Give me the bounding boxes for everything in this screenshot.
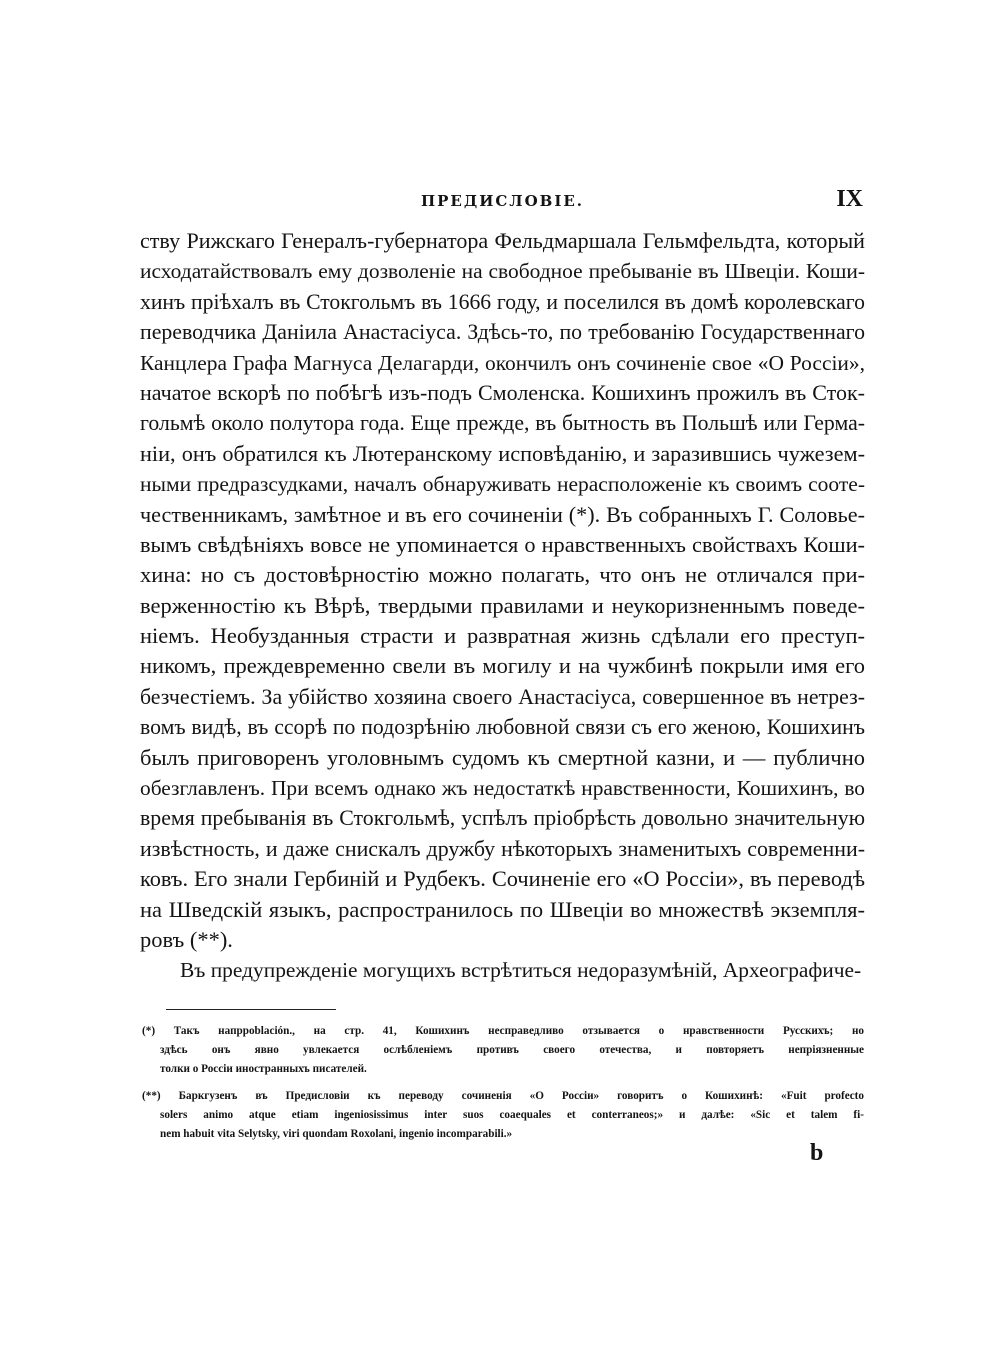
footnote-divider [166, 1009, 336, 1010]
page-number: IX [836, 186, 863, 212]
footnote-1-line: толки о Россіи иностранныхъ писателей. [160, 1063, 367, 1075]
footnote-2-line: solers animo atque etiam ingeniosissimus inter suos coaequales et conterraneos;» и далѣе: «Sic et talem fi- [160, 1109, 864, 1121]
text-line: обезглавленъ. При всемъ однако жъ недостаткѣ нравственности, Кошихинъ, во [140, 776, 865, 801]
footnote-2-line: nem habuit vita Selytsky, viri quondam Roxolani, ingenio incomparabili.» [160, 1128, 513, 1140]
text-line: ніи, онъ обратился къ Лютеранскому исповѣданію, и заразившись чужезем- [140, 440, 865, 466]
main-text [140, 226, 865, 986]
text-line: чественникамъ, замѣтное и въ его сочиненіи (*). Въ собранныхъ Г. Соловье- [140, 501, 865, 527]
text-line: вымъ свѣдѣніяхъ вовсе не упоминается о нравственныхъ свойствахъ Коши- [140, 531, 865, 557]
text-line: ству Рижскаго Генералъ-губернатора Фельдмаршала Гельмфельдта, который [140, 228, 865, 253]
text-line: хинъ пріѣхалъ въ Стокгольмъ въ 1666 году, и поселился въ домѣ королевскаго [140, 289, 865, 314]
text-line: переводчика Даніила Анастасіуса. Здѣсь-то, по требованію Государственнаго [140, 320, 865, 345]
text-line: ными предразсудками, началъ обнаруживать нерасположеніе къ своимъ сооте- [140, 472, 865, 497]
text-line: ровъ (**). [140, 926, 233, 952]
text-line: на Шведскій языкъ, распространилось по Швеціи во множествѣ экземпля- [140, 896, 865, 922]
text-line: начатое вскорѣ по побѣгѣ изъ-подъ Смоленска. Кошихинъ прожилъ въ Сток- [140, 379, 865, 405]
text-line: ніемъ. Необузданныя страсти и развратная жизнь сдѣлали его преступ- [140, 623, 865, 649]
page-header [140, 186, 865, 216]
text-line: гольмѣ около полутора года. Еще прежде, въ бытность въ Польшѣ или Герма- [140, 411, 865, 436]
text-line: исходатайствовалъ ему дозволеніе на свободное пребываніе въ Швеціи. Коши- [140, 259, 865, 284]
footnote-2-line: (**) Баркгузенъ въ Предисловіи къ переводу сочиненія «О Россіи» говоритъ о Кошихинѣ: «Fuit profecto [142, 1090, 864, 1102]
footnote-spacer [142, 1079, 864, 1087]
text-line: никомъ, преждевременно свели въ могилу и на чужбинѣ покрыли имя его [140, 653, 865, 679]
running-head: ПРЕДИСЛОВІЕ. [420, 192, 584, 210]
paragraph-start-line: Въ предупрежденіе могущихъ встрѣтиться недоразумѣній, Археографиче- [180, 958, 862, 983]
signature-mark: b [810, 1140, 824, 1166]
text-line: ковъ. Его знали Гербиній и Рудбекъ. Сочиненіе его «О Россіи», въ переводѣ [140, 866, 865, 892]
footnotes [142, 1022, 864, 1144]
text-line: безчестіемъ. За убійство хозяина своего Анастасіуса, совершенное въ нетрез- [140, 684, 865, 709]
text-line: верженностію къ Вѣрѣ, твердыми правилами и неукоризненнымъ поведе- [140, 592, 865, 618]
text-line: извѣстность, и даже снискалъ дружбу нѣкоторыхъ знаменитыхъ современни- [140, 835, 865, 861]
footnote-1-line: (*) Такъ напрpoblación., на стр. 41, Кошихинъ несправедливо отзывается о нравственности Русскихъ; но [142, 1025, 864, 1037]
footnote-1-line: здѣсь онъ явно увлекается ослѣбленіемъ противъ своего отечества, и повторяетъ непріязненные [160, 1044, 864, 1056]
text-line: былъ приговоренъ уголовнымъ судомъ къ смертной казни, и — публично [140, 744, 865, 770]
text-line: вомъ видѣ, въ ссорѣ по подозрѣнію любовной связи съ его женою, Кошихинъ [140, 715, 865, 740]
text-line: хина: но съ достовѣрностію можно полагать, что онъ не отличался при- [140, 562, 865, 588]
text-line: время пребыванія въ Стокгольмѣ, успѣлъ пріобрѣсть довольно значительную [140, 806, 865, 831]
text-line: Канцлера Графа Магнуса Делагарди, окончилъ онъ сочиненіе свое «О Россіи», [140, 350, 865, 375]
